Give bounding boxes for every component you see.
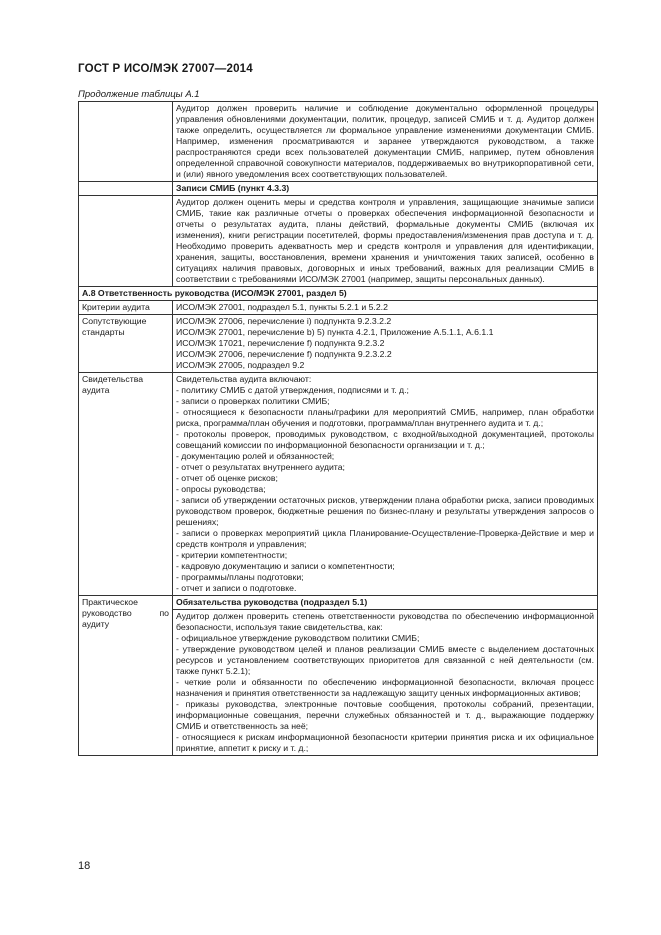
list-item: - утверждение руководством целей и планов реализации СМИБ вместе с выделением достаточных ресурсов и установлением соответствующих приоритетов для связанной с ней деятельности (см. также пункт 5.2.1); (176, 644, 594, 676)
list-item: - отчет о результатах внутреннего аудита; (176, 462, 345, 472)
list-item: - приказы руководства, электронные почтовые сообщения, протоколы собраний, презентации, информационные совещания, перечни служебных обязанностей и т. д., выражающие поддержку СМИБ и ответственность за неё; (176, 699, 594, 731)
list-item: - протоколы проверок, проводимых руководством, с входной/выходной документацией, протоколы совещаний комиссии по информационной безопасности организации и т. д.; (176, 429, 594, 450)
table-row (79, 196, 598, 287)
list-item: - официальное утверждение руководством политики СМИБ; (176, 633, 420, 643)
list-item: ИСО/МЭК 27001, перечисление b) 5) пункта 4.2.1, Приложение А.5.1.1, А.6.1.1 (176, 327, 494, 337)
list-item: - политику СМИБ с датой утверждения, подписями и т. д.; (176, 385, 409, 395)
list-item: - четкие роли и обязанности по обеспечению информационной безопасности, включая процесс назначения и принятия ответственности за надлежащую защиту ценных информационных активов; (176, 677, 594, 698)
list-item: - опросы руководства; (176, 484, 266, 494)
list-item: - кадровую документацию и записи о компетентности; (176, 561, 395, 571)
list-item: ИСО/МЭК 27005, подраздел 9.2 (176, 360, 305, 370)
empty-label-cell (79, 182, 173, 196)
related-standards-label: Сопутствующие стандарты (79, 315, 173, 373)
table-row (79, 315, 598, 373)
list-item: ИСО/МЭК 17021, перечисление f) подпункта 9.2.3.2 (176, 338, 385, 348)
commitment-heading: Обязательства руководства (подраздел 5.1) (173, 596, 598, 610)
list-item: - относящиеся к рискам информационной безопасности критерии принятия риска и их официальное принятие, аппетит к риску и т. д.; (176, 732, 594, 753)
commitment-intro: Аудитор должен проверить степень ответственности руководства по обеспечению информационной безопасности, используя такие свидетельства, как: (176, 611, 594, 632)
evidence-intro: Свидетельства аудита включают: (176, 374, 312, 384)
list-item: - записи о проверках мероприятий цикла Планирование-Осуществление-Проверка-Действие и мер и средств контроля и управления; (176, 528, 594, 549)
requirements-table (78, 101, 598, 756)
list-item: - относящиеся к безопасности планы/графики для мероприятий СМИБ, например, план обработки риска, программа/план обучения и подготовки, программа/план внутреннего аудита и т. д.; (176, 407, 594, 428)
table-row (79, 287, 598, 301)
list-item: - записи об утверждении остаточных рисков, утверждении плана обработки риска, записи проводимых руководством проверок, бюджетные решения по бизнес-плану и результаты утверждения запросов о решениях; (176, 495, 594, 527)
doc-control-paragraph: Аудитор должен проверить наличие и соблюдение документально оформленной процедуры управления обновлениями документации, политик, процедур, записей СМИБ и т. д. Аудитор должен также определить, осуществляется ли формальное управление изменениями документации СМИБ. Например, изменения просматриваются и заранее утверждаются руководством, а также распространяются среди всех пользователей документации СМИБ, например, путем обновления определенной справочной совокупности материалов, поддерживаемых во внутрикорпоративной сети, и (или) явного уведомления всех соответствующих пользователей. (173, 102, 598, 182)
related-standards-list (173, 315, 598, 373)
commitment-list (173, 610, 598, 756)
list-item: ИСО/МЭК 27006, перечисление f) подпункта 9.2.3.2.2 (176, 349, 392, 359)
evidence-list (173, 373, 598, 596)
section-heading: А.8 Ответственность руководства (ИСО/МЭК 27001, раздел 5) (79, 287, 598, 301)
empty-label-cell (79, 102, 173, 182)
records-heading: Записи СМИБ (пункт 4.3.3) (173, 182, 598, 196)
list-item: - документацию ролей и обязанностей; (176, 451, 335, 461)
empty-label-cell (79, 196, 173, 287)
evidence-label: Свидетельства аудита (79, 373, 173, 596)
criteria-value: ИСО/МЭК 27001, подраздел 5.1, пункты 5.2.1 и 5.2.2 (173, 301, 598, 315)
list-item: - отчет и записи о подготовке. (176, 583, 297, 593)
list-item: - записи о проверках политики СМИБ; (176, 396, 330, 406)
table-row (79, 182, 598, 196)
records-paragraph: Аудитор должен оценить меры и средства контроля и управления, защищающие значимые записи СМИБ, такие как различные отчеты о проверках обеспечения информационной безопасности и отчеты о результатах аудита, планы действий, формальные документы СМИБ (включая их изменения), книги регистрации посетителей, формы предоставления/изменения прав доступа и т. д. Необходимо проверить адекватность мер и средств контроля и управления для идентификации, хранения, защиты, восстановления, времени хранения и уничтожения таких записей, особенно в ситуациях наличия правовых, договорных и иных требований, важных для реализации СМИБ в соответствии с требованиями ИСО/МЭК 27001 (например, защиты персональных данных). (173, 196, 598, 287)
table-row (79, 373, 598, 596)
list-item: - программы/планы подготовки; (176, 572, 304, 582)
criteria-label: Критерии аудита (79, 301, 173, 315)
table-row (79, 596, 598, 610)
document-header: ГОСТ Р ИСО/МЭК 27007—2014 (78, 63, 253, 75)
table-row (79, 301, 598, 315)
page-number: 18 (78, 860, 91, 872)
list-item: ИСО/МЭК 27006, перечисление i) подпункта 9.2.3.2.2 (176, 316, 392, 326)
table-caption: Продолжение таблицы А.1 (78, 89, 200, 100)
list-item: - отчет об оценке рисков; (176, 473, 278, 483)
list-item: - критерии компетентности; (176, 550, 288, 560)
practice-label: Практическое руководство по аудиту (79, 596, 173, 756)
table-row (79, 102, 598, 182)
